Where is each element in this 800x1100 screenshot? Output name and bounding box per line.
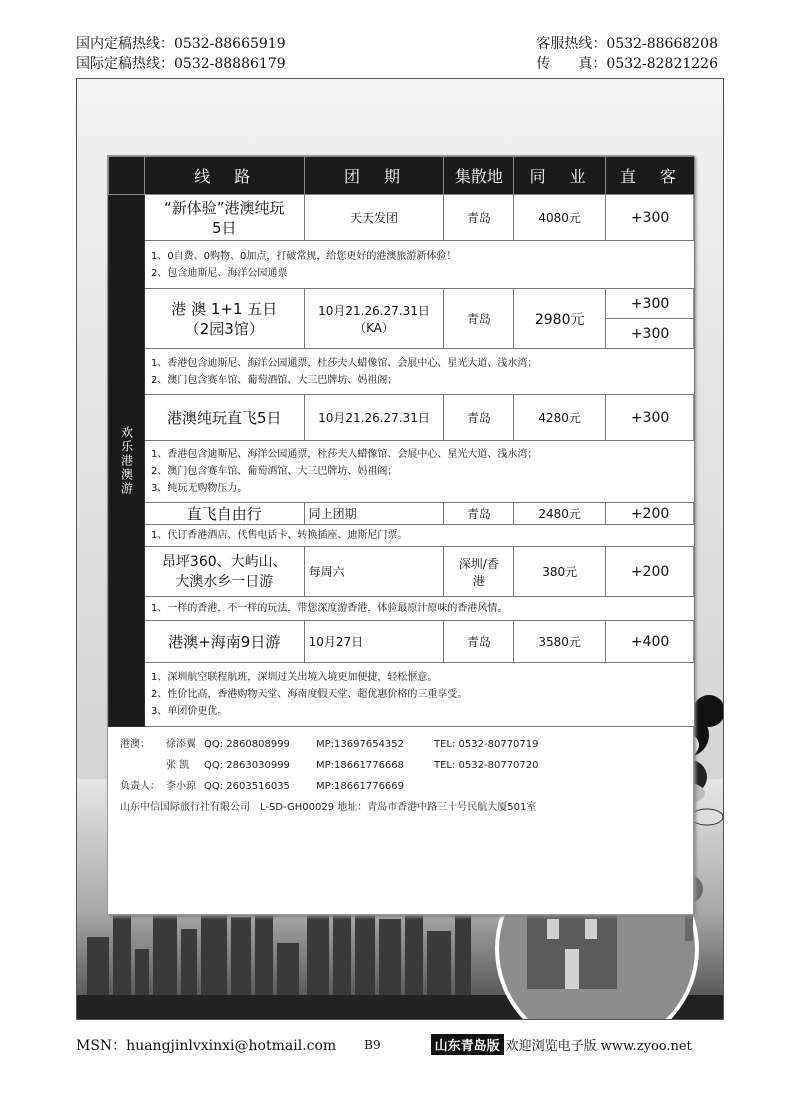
route-origin: 青岛	[444, 395, 514, 441]
route-extra: +300	[606, 319, 695, 349]
page-header	[76, 34, 718, 74]
route-dates: 每周六	[304, 547, 444, 597]
route-panel	[107, 155, 694, 915]
route-price: 3580元	[514, 621, 606, 663]
route-price: 2480元	[514, 503, 606, 525]
service-hotline: 客服热线：0532-88668208	[536, 36, 718, 52]
route-dates: 10月21.26.27.31日	[304, 395, 444, 441]
route-notes: 1、香港包含迪斯尼、海洋公园通票，杜莎夫人蜡像馆、会展中心、星光大道、浅水湾； 2、澳门包含赛车馆、葡萄酒馆、大三巴牌坊、妈祖阁；	[144, 349, 694, 395]
table-row	[109, 621, 695, 663]
table-row	[109, 441, 695, 503]
fax-number: 传 真：0532-82821226	[536, 56, 718, 72]
side-label-cell	[109, 195, 145, 727]
website-link[interactable]: 欢迎浏览电子版 www.zyoo.net	[505, 1039, 692, 1054]
page-footer	[76, 1034, 716, 1055]
route-name: 港澳+海南9日游	[144, 621, 304, 663]
company-info: 山东中信国际旅行社有限公司 L-SD-GH00029 地址：青岛市香港中路三十号民航大厦501室	[120, 802, 537, 813]
table-row	[109, 663, 695, 727]
col-route: 线 路	[144, 157, 304, 195]
table-row	[109, 597, 695, 621]
route-table	[108, 156, 695, 727]
route-extra: +200	[606, 547, 695, 597]
route-dates: 同上团期	[304, 503, 444, 525]
route-notes: 1、0自费、0购物、0加点，打破常规，给您更好的港澳旅游新体验！ 2、包含迪斯尼、海洋公园通票	[144, 241, 694, 289]
table-row	[109, 195, 695, 241]
route-extra: +400	[606, 621, 695, 663]
route-name: 港 澳 1+1 五日 （2园3馆）	[144, 289, 304, 349]
col-retail-extra: 直 客	[606, 157, 695, 195]
route-price: 4280元	[514, 395, 606, 441]
route-price: 4080元	[514, 195, 606, 241]
route-notes: 1、代订香港酒店、代售电话卡、转换插座、迪斯尼门票。	[144, 525, 694, 547]
table-row	[109, 525, 695, 547]
ad-frame	[76, 78, 724, 1020]
route-extra: +300	[606, 395, 695, 441]
side-label: 欢乐港澳游	[119, 425, 134, 496]
table-row	[109, 395, 695, 441]
route-dates: 天天发团	[304, 195, 444, 241]
route-price: 380元	[514, 547, 606, 597]
edition-badge: 山东青岛版	[431, 1034, 504, 1055]
route-extra: +300	[606, 289, 695, 319]
corner-cell	[109, 157, 145, 195]
route-dates: 10月27日	[304, 621, 444, 663]
route-name: 直飞自由行	[144, 503, 304, 525]
route-extra: +200	[606, 503, 695, 525]
table-row	[109, 241, 695, 289]
table-row	[109, 503, 695, 525]
contact-line: 负责人： 李小琼 QQ: 2603516035 MP:18661776669	[120, 781, 405, 792]
route-extra: +300	[606, 195, 695, 241]
col-trade-price: 同 业	[514, 157, 606, 195]
route-dates: 10月21.26.27.31日 （KA）	[304, 289, 444, 349]
table-row	[109, 349, 695, 395]
route-notes: 1、一样的香港，不一样的玩法，带您深度游香港，体验最原汁原味的香港风情。	[144, 597, 694, 621]
route-origin: 深圳/香 港	[444, 547, 514, 597]
route-origin: 青岛	[444, 621, 514, 663]
route-origin: 青岛	[444, 195, 514, 241]
contact-block	[120, 734, 539, 818]
table-row	[109, 289, 695, 319]
route-notes: 1、香港包含迪斯尼、海洋公园通票，杜莎夫人蜡像馆、会展中心、星光大道、浅水湾； 2、澳门包含赛车馆、葡萄酒馆、大三巴牌坊、妈祖阁； 3、纯玩无购物压力。	[144, 441, 694, 503]
route-origin: 青岛	[444, 503, 514, 525]
contact-line: 张 凯 QQ: 2863030999 MP:18661776668 TEL: 0532-80770720	[166, 760, 539, 771]
msn-contact: MSN：huangjinlvxinxi@hotmail.com	[76, 1037, 337, 1054]
col-origin: 集散地	[444, 157, 514, 195]
route-name: “新体验”港澳纯玩 5日	[144, 195, 304, 241]
col-dates: 团 期	[304, 157, 444, 195]
route-price: 2980元	[514, 289, 606, 349]
route-name: 昂坪360、大屿山、 大澳水乡一日游	[144, 547, 304, 597]
route-notes: 1、深圳航空联程航班，深圳过关出境入境更加便捷，轻松惬意。 2、性价比高，香港购物天堂、海南度假天堂、超优惠价格的三重享受。 3、单团价更优。	[144, 663, 694, 727]
domestic-hotline: 国内定稿热线：0532-88665919	[76, 36, 286, 52]
contact-line: 港澳： 徐添翼 QQ: 2860808999 MP:13697654352 TEL: 0532-80770719	[120, 739, 539, 750]
route-name: 港澳纯玩直飞5日	[144, 395, 304, 441]
page-number: B9	[364, 1037, 381, 1052]
route-origin: 青岛	[444, 289, 514, 349]
table-header-row	[109, 157, 695, 195]
table-row	[109, 547, 695, 597]
intl-hotline: 国际定稿热线：0532-88886179	[76, 56, 286, 72]
